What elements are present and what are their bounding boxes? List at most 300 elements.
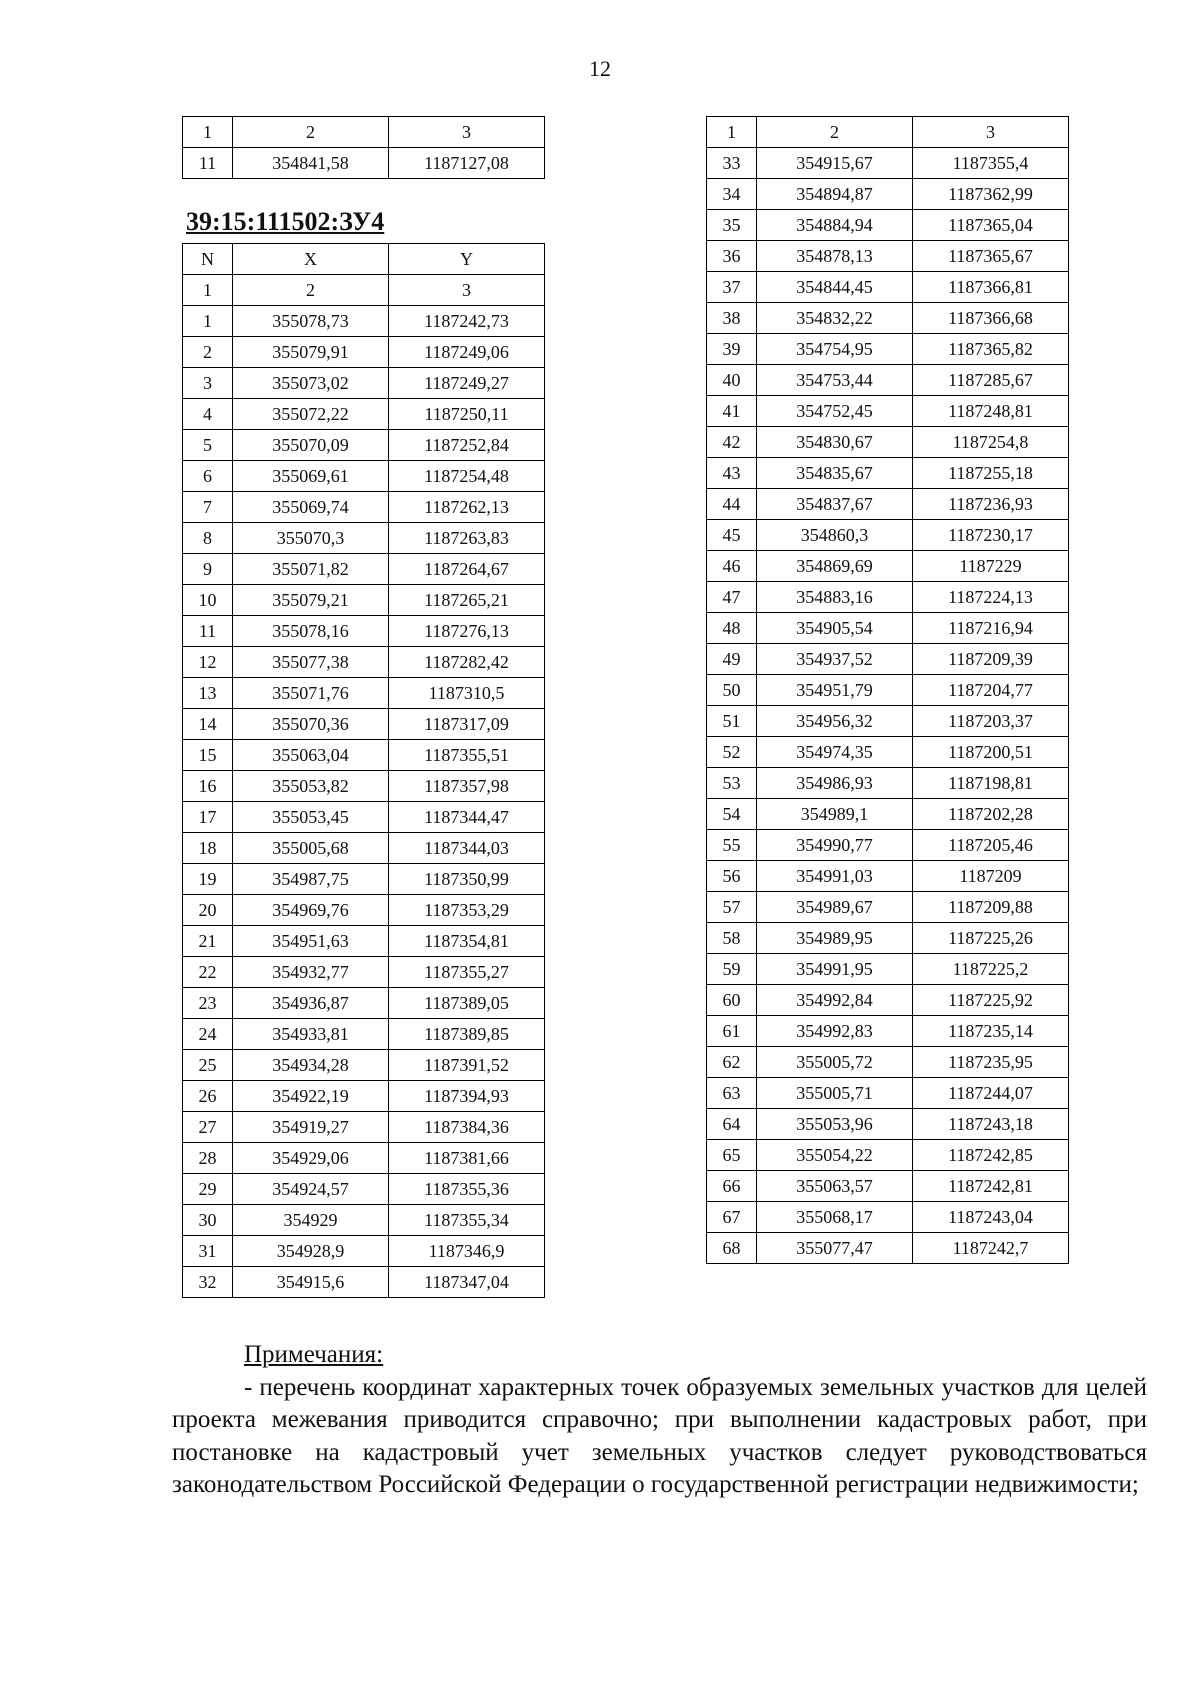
table-cell: 48	[707, 613, 757, 644]
table-cell: 11	[183, 148, 233, 179]
table-row	[707, 489, 1069, 520]
table-cell: 355077,38	[233, 647, 389, 678]
coordinates-table-continued	[182, 116, 545, 179]
table-cell: 1187365,04	[913, 210, 1069, 241]
table-cell: 62	[707, 1047, 757, 1078]
table-row	[707, 923, 1069, 954]
table-row	[707, 706, 1069, 737]
parcel-coordinates-table-continued	[706, 116, 1069, 1264]
table-cell: 15	[183, 740, 233, 771]
table-cell: 1187265,21	[389, 585, 545, 616]
table-cell: 1187244,07	[913, 1078, 1069, 1109]
table-cell: 354937,52	[757, 644, 913, 675]
table-row	[183, 523, 545, 554]
table-cell: 1187366,68	[913, 303, 1069, 334]
table-row	[707, 1233, 1069, 1264]
table-cell: 1187248,81	[913, 396, 1069, 427]
table-cell: Y	[389, 244, 545, 275]
table-cell: 354974,35	[757, 737, 913, 768]
table-cell: 354951,63	[233, 926, 389, 957]
table-cell: 37	[707, 272, 757, 303]
table-row	[707, 272, 1069, 303]
table-cell: 354933,81	[233, 1019, 389, 1050]
table-cell: 1187381,66	[389, 1143, 545, 1174]
table-cell: 354754,95	[757, 334, 913, 365]
table-cell: 355068,17	[757, 1202, 913, 1233]
table-cell: 354989,1	[757, 799, 913, 830]
table-cell: 1187264,67	[389, 554, 545, 585]
table-cell: 1187355,36	[389, 1174, 545, 1205]
table-row	[183, 1112, 545, 1143]
table-cell: 354830,67	[757, 427, 913, 458]
table-cell: 1187203,37	[913, 706, 1069, 737]
table-row	[707, 551, 1069, 582]
table-cell: 1187254,8	[913, 427, 1069, 458]
table-row	[183, 988, 545, 1019]
table-cell: 354956,32	[757, 706, 913, 737]
table-row	[183, 1267, 545, 1298]
table-cell: 355005,72	[757, 1047, 913, 1078]
table-cell: 354936,87	[233, 988, 389, 1019]
table-row	[183, 306, 545, 337]
table-cell: 355053,45	[233, 802, 389, 833]
table-row	[707, 768, 1069, 799]
table-cell: 354987,75	[233, 864, 389, 895]
table-row	[183, 678, 545, 709]
table-cell: 1187344,47	[389, 802, 545, 833]
table-row	[707, 210, 1069, 241]
table-cell: 1187365,82	[913, 334, 1069, 365]
table-cell: 1187310,5	[389, 678, 545, 709]
table-cell: 11	[183, 616, 233, 647]
table-row	[707, 985, 1069, 1016]
table-cell: 44	[707, 489, 757, 520]
table-cell: 354951,79	[757, 675, 913, 706]
table-cell: 27	[183, 1112, 233, 1143]
table-row	[183, 1019, 545, 1050]
table-cell: 4	[183, 399, 233, 430]
table-cell: 1187236,93	[913, 489, 1069, 520]
table-cell: 31	[183, 1236, 233, 1267]
table-cell: 1187209,88	[913, 892, 1069, 923]
table-cell: 354991,95	[757, 954, 913, 985]
table-cell: 5	[183, 430, 233, 461]
table-cell: 1187235,95	[913, 1047, 1069, 1078]
table-cell: 355053,82	[233, 771, 389, 802]
table-cell: 1187355,51	[389, 740, 545, 771]
table-cell: 354894,87	[757, 179, 913, 210]
table-cell: 6	[183, 461, 233, 492]
table-row	[183, 864, 545, 895]
table-cell: 1187242,85	[913, 1140, 1069, 1171]
table-row	[183, 740, 545, 771]
table-cell: 9	[183, 554, 233, 585]
table-row	[707, 427, 1069, 458]
table-cell: 355069,61	[233, 461, 389, 492]
table-cell: 355071,82	[233, 554, 389, 585]
table-cell: 55	[707, 830, 757, 861]
table-cell: 1187200,51	[913, 737, 1069, 768]
table-row	[707, 799, 1069, 830]
table-row	[183, 1174, 545, 1205]
table-cell: 3	[183, 368, 233, 399]
table-cell: 1187225,2	[913, 954, 1069, 985]
table-cell: 1187366,81	[913, 272, 1069, 303]
table-row	[707, 1140, 1069, 1171]
table-cell: 354905,54	[757, 613, 913, 644]
table-cell: 355069,74	[233, 492, 389, 523]
table-cell: 41	[707, 396, 757, 427]
table-cell: 354992,84	[757, 985, 913, 1016]
notes-text: - перечень координат характерных точек образуемых земельных участков для целей проекта межевания приводится справочно; при выполнении кадастровых работ, при постановке на кадастровый учет земельных участков следует руководствоваться законодательством Российской Федерации о государственной регистрации недвижимости;	[172, 1373, 1147, 1498]
table-row	[183, 148, 545, 179]
table-row	[707, 520, 1069, 551]
table-row	[183, 492, 545, 523]
table-cell: 2	[183, 337, 233, 368]
table-row	[707, 303, 1069, 334]
table-header-row	[707, 117, 1069, 148]
table-row	[707, 1047, 1069, 1078]
table-cell: 1187229	[913, 551, 1069, 582]
table-row	[183, 1050, 545, 1081]
table-cell: 1187209,39	[913, 644, 1069, 675]
table-cell: 354883,16	[757, 582, 913, 613]
table-row	[707, 148, 1069, 179]
table-row	[707, 179, 1069, 210]
table-row	[707, 458, 1069, 489]
table-cell: 354919,27	[233, 1112, 389, 1143]
table-row	[183, 616, 545, 647]
table-cell: 355070,36	[233, 709, 389, 740]
table-cell: 40	[707, 365, 757, 396]
table-cell: 32	[183, 1267, 233, 1298]
table-cell: 13	[183, 678, 233, 709]
table-cell: 1187384,36	[389, 1112, 545, 1143]
table-row	[707, 241, 1069, 272]
table-cell: 51	[707, 706, 757, 737]
table-cell: 45	[707, 520, 757, 551]
table-header-row	[183, 244, 545, 275]
table-row	[183, 1236, 545, 1267]
table-cell: 355072,22	[233, 399, 389, 430]
table-cell: 354934,28	[233, 1050, 389, 1081]
table-cell: 47	[707, 582, 757, 613]
table-cell: 1187205,46	[913, 830, 1069, 861]
table-cell: 355005,71	[757, 1078, 913, 1109]
table-cell: 28	[183, 1143, 233, 1174]
table-cell: 355053,96	[757, 1109, 913, 1140]
table-row	[183, 833, 545, 864]
table-cell: 1	[183, 275, 233, 306]
table-cell: 1187282,42	[389, 647, 545, 678]
notes-section	[172, 1339, 1147, 1502]
table-cell: 25	[183, 1050, 233, 1081]
table-cell: 354932,77	[233, 957, 389, 988]
table-cell: 354989,95	[757, 923, 913, 954]
table-cell: 35	[707, 210, 757, 241]
table-row	[707, 1171, 1069, 1202]
table-cell: 16	[183, 771, 233, 802]
table-cell: 38	[707, 303, 757, 334]
table-cell: 355079,91	[233, 337, 389, 368]
table-cell: 36	[707, 241, 757, 272]
table-row	[183, 709, 545, 740]
table-cell: 354915,6	[233, 1267, 389, 1298]
table-cell: 66	[707, 1171, 757, 1202]
table-row	[707, 334, 1069, 365]
table-cell: 8	[183, 523, 233, 554]
table-cell: 61	[707, 1016, 757, 1047]
table-cell: 39	[707, 334, 757, 365]
table-cell: 1187230,17	[913, 520, 1069, 551]
table-cell: 33	[707, 148, 757, 179]
table-row	[183, 585, 545, 616]
table-cell: 355078,16	[233, 616, 389, 647]
table-row	[183, 461, 545, 492]
table-cell: 14	[183, 709, 233, 740]
table-row	[183, 1081, 545, 1112]
table-cell: 354860,3	[757, 520, 913, 551]
table-cell: 1187354,81	[389, 926, 545, 957]
table-cell: 1187389,85	[389, 1019, 545, 1050]
table-row	[183, 554, 545, 585]
table-cell: 22	[183, 957, 233, 988]
table-cell: 49	[707, 644, 757, 675]
table-cell: 3	[913, 117, 1069, 148]
table-row	[183, 337, 545, 368]
table-cell: 12	[183, 647, 233, 678]
table-row	[183, 368, 545, 399]
table-cell: 354752,45	[757, 396, 913, 427]
table-cell: 1187263,83	[389, 523, 545, 554]
table-cell: 355079,21	[233, 585, 389, 616]
table-row	[183, 895, 545, 926]
table-cell: 1187198,81	[913, 768, 1069, 799]
table-cell: 354884,94	[757, 210, 913, 241]
table-cell: 2	[233, 117, 389, 148]
table-row	[707, 613, 1069, 644]
table-cell: 1187353,29	[389, 895, 545, 926]
table-cell: 1187355,34	[389, 1205, 545, 1236]
table-cell: 54	[707, 799, 757, 830]
table-cell: 59	[707, 954, 757, 985]
table-cell: 354844,45	[757, 272, 913, 303]
table-cell: 3	[389, 117, 545, 148]
table-row	[183, 647, 545, 678]
table-cell: 30	[183, 1205, 233, 1236]
table-cell: 354837,67	[757, 489, 913, 520]
table-cell: 354990,77	[757, 830, 913, 861]
table-cell: 354929,06	[233, 1143, 389, 1174]
table-row	[707, 861, 1069, 892]
table-cell: 1187350,99	[389, 864, 545, 895]
table-cell: 354835,67	[757, 458, 913, 489]
table-row	[707, 954, 1069, 985]
table-cell: 354992,83	[757, 1016, 913, 1047]
table-cell: 60	[707, 985, 757, 1016]
table-cell: 1187249,06	[389, 337, 545, 368]
table-cell: 1187204,77	[913, 675, 1069, 706]
table-cell: 354869,69	[757, 551, 913, 582]
page-number: 12	[589, 56, 611, 81]
table-cell: 1187224,13	[913, 582, 1069, 613]
table-cell: 1187355,4	[913, 148, 1069, 179]
table-row	[707, 892, 1069, 923]
table-cell: 19	[183, 864, 233, 895]
table-row	[183, 1205, 545, 1236]
table-cell: 10	[183, 585, 233, 616]
table-cell: 50	[707, 675, 757, 706]
table-cell: 1187355,27	[389, 957, 545, 988]
table-cell: 1187365,67	[913, 241, 1069, 272]
table-cell: 1187276,13	[389, 616, 545, 647]
table-cell: 20	[183, 895, 233, 926]
table-row	[183, 957, 545, 988]
table-cell: 355070,3	[233, 523, 389, 554]
table-cell: 63	[707, 1078, 757, 1109]
table-cell: 17	[183, 802, 233, 833]
table-cell: X	[233, 244, 389, 275]
table-cell: 1187362,99	[913, 179, 1069, 210]
table-cell: 1187344,03	[389, 833, 545, 864]
table-cell: 355078,73	[233, 306, 389, 337]
table-cell: 1	[183, 306, 233, 337]
table-cell: 354991,03	[757, 861, 913, 892]
table-row	[707, 737, 1069, 768]
table-cell: 67	[707, 1202, 757, 1233]
table-cell: 7	[183, 492, 233, 523]
table-cell: 354878,13	[757, 241, 913, 272]
table-cell: 354915,67	[757, 148, 913, 179]
table-cell: 1187127,08	[389, 148, 545, 179]
table-cell: 1187346,9	[389, 1236, 545, 1267]
table-cell: 1187242,73	[389, 306, 545, 337]
table-cell: 355005,68	[233, 833, 389, 864]
table-cell: 46	[707, 551, 757, 582]
table-cell: 68	[707, 1233, 757, 1264]
table-cell: 1187209	[913, 861, 1069, 892]
table-row	[183, 399, 545, 430]
table-cell: 29	[183, 1174, 233, 1205]
table-cell: 56	[707, 861, 757, 892]
table-cell: 1187225,26	[913, 923, 1069, 954]
table-cell: 42	[707, 427, 757, 458]
table-cell: 43	[707, 458, 757, 489]
table-cell: 1187285,67	[913, 365, 1069, 396]
table-cell: 1187389,05	[389, 988, 545, 1019]
table-cell: 354841,58	[233, 148, 389, 179]
table-row	[707, 1109, 1069, 1140]
table-cell: 355054,22	[757, 1140, 913, 1171]
table-row	[707, 1202, 1069, 1233]
table-cell: 1187262,13	[389, 492, 545, 523]
table-cell: 1187243,04	[913, 1202, 1069, 1233]
table-cell: 355077,47	[757, 1233, 913, 1264]
table-row	[183, 802, 545, 833]
table-cell: 57	[707, 892, 757, 923]
table-cell: 1187235,14	[913, 1016, 1069, 1047]
table-cell: 34	[707, 179, 757, 210]
table-cell: 1187249,27	[389, 368, 545, 399]
table-cell: 58	[707, 923, 757, 954]
table-cell: 1187242,81	[913, 1171, 1069, 1202]
table-cell: 64	[707, 1109, 757, 1140]
table-row	[183, 1143, 545, 1174]
table-cell: 354922,19	[233, 1081, 389, 1112]
table-cell: 1187391,52	[389, 1050, 545, 1081]
table-row	[707, 1016, 1069, 1047]
table-row	[707, 644, 1069, 675]
table-cell: 1187394,93	[389, 1081, 545, 1112]
table-cell: 354924,57	[233, 1174, 389, 1205]
table-cell: 354753,44	[757, 365, 913, 396]
table-cell: 2	[233, 275, 389, 306]
table-cell: 354969,76	[233, 895, 389, 926]
table-cell: 23	[183, 988, 233, 1019]
table-row	[707, 396, 1069, 427]
table-cell: 3	[389, 275, 545, 306]
table-cell: 355070,09	[233, 430, 389, 461]
table-cell: 1187357,98	[389, 771, 545, 802]
table-cell: 355071,76	[233, 678, 389, 709]
table-cell: 1	[183, 117, 233, 148]
table-cell: 24	[183, 1019, 233, 1050]
table-cell: 1187216,94	[913, 613, 1069, 644]
parcel-title: 39:15:111502:ЗУ4	[186, 207, 385, 236]
table-cell: 1187254,48	[389, 461, 545, 492]
table-cell: 1187243,18	[913, 1109, 1069, 1140]
table-row	[183, 430, 545, 461]
table-cell: 1187255,18	[913, 458, 1069, 489]
table-row	[707, 365, 1069, 396]
table-cell: 1187252,84	[389, 430, 545, 461]
table-header-row	[183, 117, 545, 148]
table-cell: N	[183, 244, 233, 275]
table-cell: 1187202,28	[913, 799, 1069, 830]
table-cell: 1	[707, 117, 757, 148]
table-cell: 18	[183, 833, 233, 864]
table-cell: 354832,22	[757, 303, 913, 334]
table-header-row	[183, 275, 545, 306]
table-cell: 354928,9	[233, 1236, 389, 1267]
table-cell: 1187317,09	[389, 709, 545, 740]
table-row	[707, 830, 1069, 861]
table-row	[707, 1078, 1069, 1109]
table-cell: 354986,93	[757, 768, 913, 799]
table-row	[183, 926, 545, 957]
table-cell: 354989,67	[757, 892, 913, 923]
notes-heading: Примечания:	[244, 1341, 384, 1368]
table-cell: 1187242,7	[913, 1233, 1069, 1264]
table-cell: 65	[707, 1140, 757, 1171]
table-cell: 1187250,11	[389, 399, 545, 430]
table-row	[707, 675, 1069, 706]
table-cell: 52	[707, 737, 757, 768]
table-cell: 354929	[233, 1205, 389, 1236]
table-row	[183, 771, 545, 802]
table-cell: 355063,57	[757, 1171, 913, 1202]
table-row	[707, 582, 1069, 613]
parcel-coordinates-table	[182, 243, 545, 1298]
table-cell: 21	[183, 926, 233, 957]
table-cell: 1187347,04	[389, 1267, 545, 1298]
table-cell: 355073,02	[233, 368, 389, 399]
table-cell: 53	[707, 768, 757, 799]
table-cell: 1187225,92	[913, 985, 1069, 1016]
table-cell: 2	[757, 117, 913, 148]
table-cell: 355063,04	[233, 740, 389, 771]
table-cell: 26	[183, 1081, 233, 1112]
